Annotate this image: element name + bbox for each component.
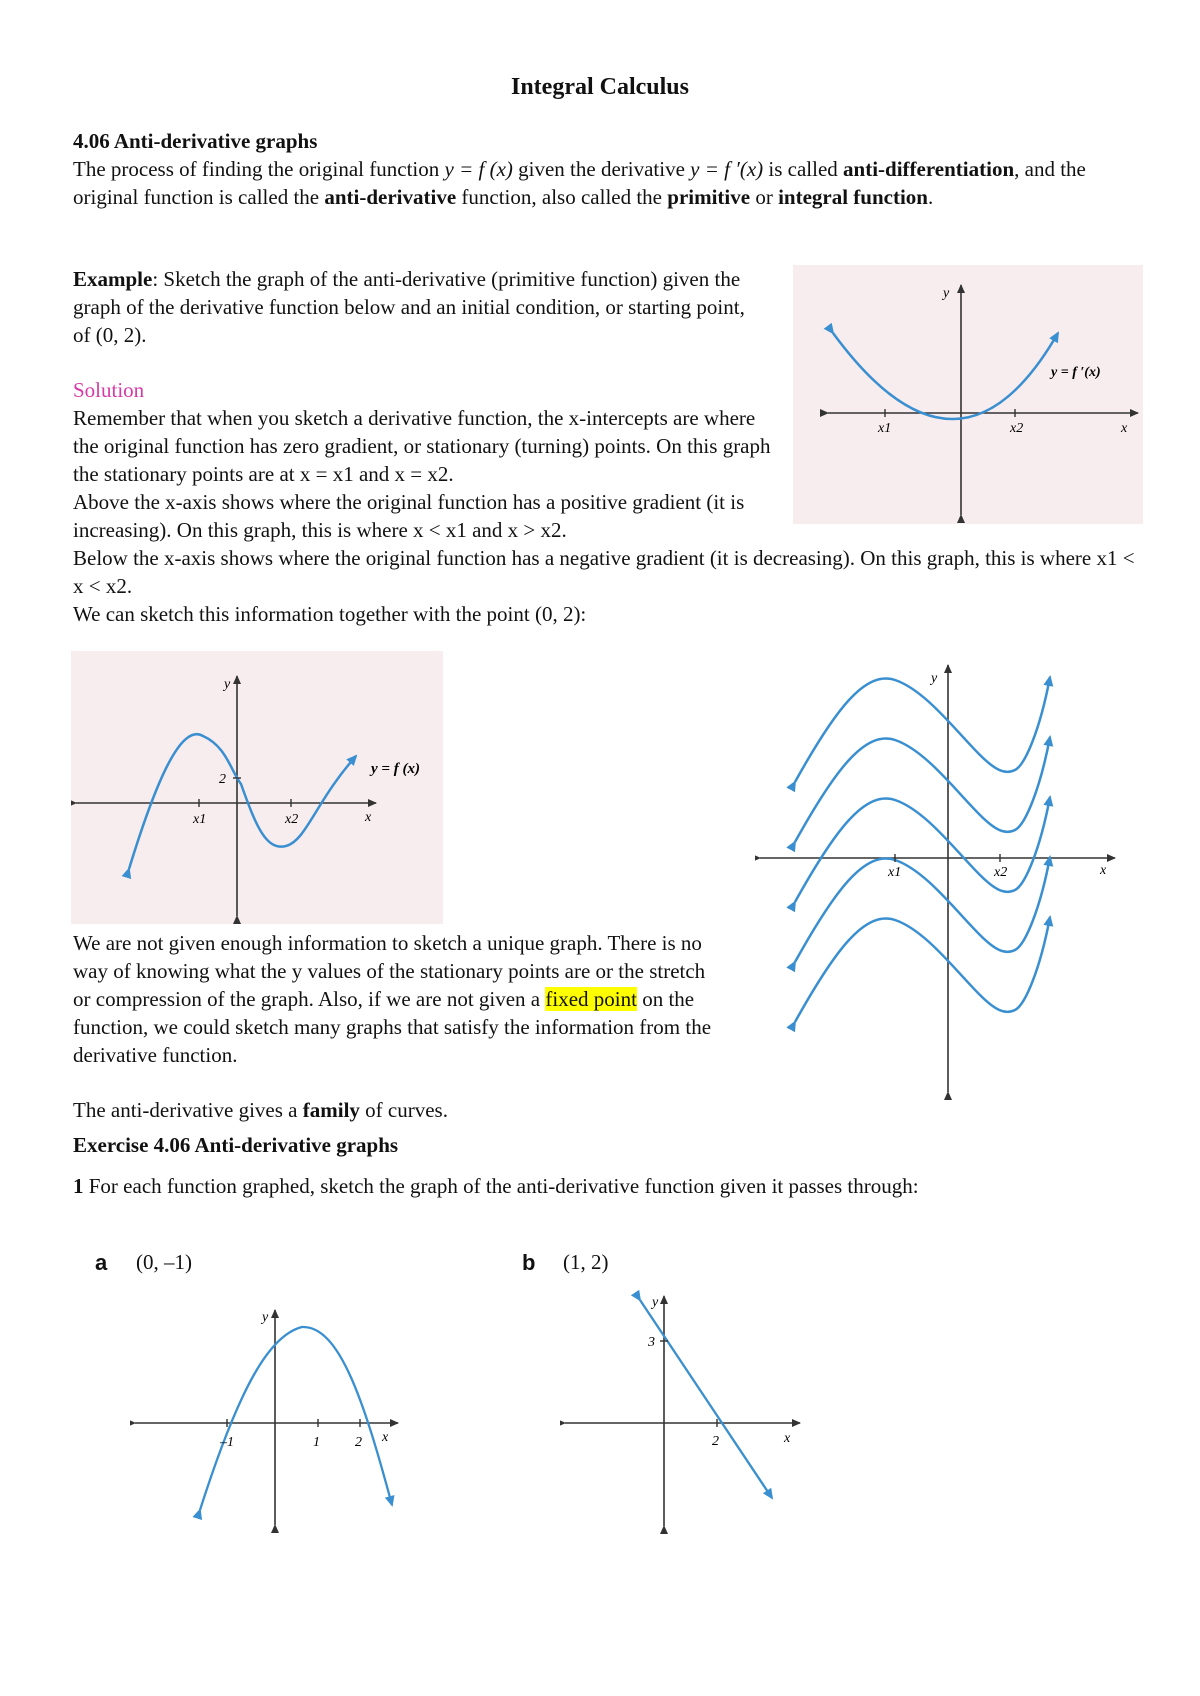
family-curve-5 [795,917,1050,1022]
x2-label: x2 [285,812,299,827]
tick-2: 2 [355,1435,362,1450]
antiderivative-graph [71,651,443,924]
fixed-point-highlight: fixed point [545,987,637,1011]
solution-paragraph-2: Above the x-axis shows where the original function has a positive gradient (it is increasing). On this graph, this is where x < x1 and x > x2. [73,490,745,542]
tick-neg1: –1 [220,1435,234,1450]
x1-label: x1 [193,812,207,827]
tick-1: 1 [313,1435,320,1450]
section-heading: 4.06 Anti-derivative graphs [73,129,318,153]
page-title: Integral Calculus [510,74,689,100]
part-a-graph [130,1295,420,1535]
exercise-question-1: 1 For each function graphed, sketch the graph of the anti-derivative function given it passes through: [73,1174,919,1198]
y-axis-label: y [224,677,231,692]
x-axis-label: x [1121,421,1128,436]
family-curve-2 [795,737,1050,842]
antiderivative-curve [129,734,356,869]
x1-label: x1 [878,421,892,436]
derivative-graph-panel [793,265,1143,524]
y-axis-label: y [943,286,950,301]
solution-paragraph-3: Below the x-axis shows where the original function has a negative gradient (it is decreasing). On this graph, this is where x1 < x < x2. [73,546,1135,598]
family-statement: The anti-derivative gives a family of curves. [73,1098,448,1122]
tick-2-label: 2 [219,772,226,787]
exercise-heading: Exercise 4.06 Anti-derivative graphs [73,1133,399,1157]
x2-label: x2 [994,865,1008,880]
curve-label: y = f ′(x) [1051,365,1101,380]
solution-paragraph-1: Remember that when you sketch a derivative function, the x-intercepts are where the original function has zero gradient, or stationary (turning) points. On this graph the stationary points are at x = x1 and x = x2. [73,406,771,486]
y-axis-label: y [262,1310,269,1325]
x-axis-label: x [382,1430,389,1445]
y-axis-label: y [652,1295,659,1310]
derivative-graph [793,265,1143,524]
x-axis-label: x [784,1431,791,1446]
part-b-point: (1, 2) [563,1250,609,1274]
curve-label: y = f (x) [371,761,420,777]
x2-label: x2 [1010,421,1024,436]
x-axis-label: x [1100,863,1107,878]
part-a-point: (0, –1) [136,1250,192,1274]
family-curve-4 [795,857,1050,962]
y-axis-label: y [931,671,938,686]
derivative-curve [833,333,1058,419]
part-b-graph [560,1288,820,1538]
family-curve-1 [795,677,1050,782]
intro-paragraph: The process of finding the original function y = f (x) given the derivative y = f ′(x) is called anti-differentiation, and the original function is called the anti-derivative function, also called the primitive or integral function. [73,157,1086,209]
family-curve-3 [795,797,1050,902]
part-b-letter: b [522,1250,536,1275]
parabola-curve [200,1327,392,1510]
antiderivative-graph-panel [71,651,443,924]
x-axis-label: x [365,810,372,825]
solution-paragraph-4: We can sketch this information together with the point (0, 2): [73,602,587,626]
family-of-curves-graph [755,660,1125,1100]
x-tick-2: 2 [712,1434,719,1449]
discussion-paragraph: We are not given enough information to sketch a unique graph. There is no way of knowing what the y values of the stationary points are or the stretch or compression of the graph. Also, if we are not given a fixed point on the function, we could sketch many graphs that satisfy the information from the derivative function. [73,931,712,1067]
solution-label: Solution [73,378,145,402]
y-tick-3: 3 [648,1335,655,1350]
line-curve [640,1300,772,1498]
example-text: Example: Sketch the graph of the anti-derivative (primitive function) given the graph of the derivative function below and an initial condition, or starting point, of (0, 2). [73,267,745,347]
x1-label: x1 [888,865,902,880]
part-a-letter: a [95,1250,108,1275]
